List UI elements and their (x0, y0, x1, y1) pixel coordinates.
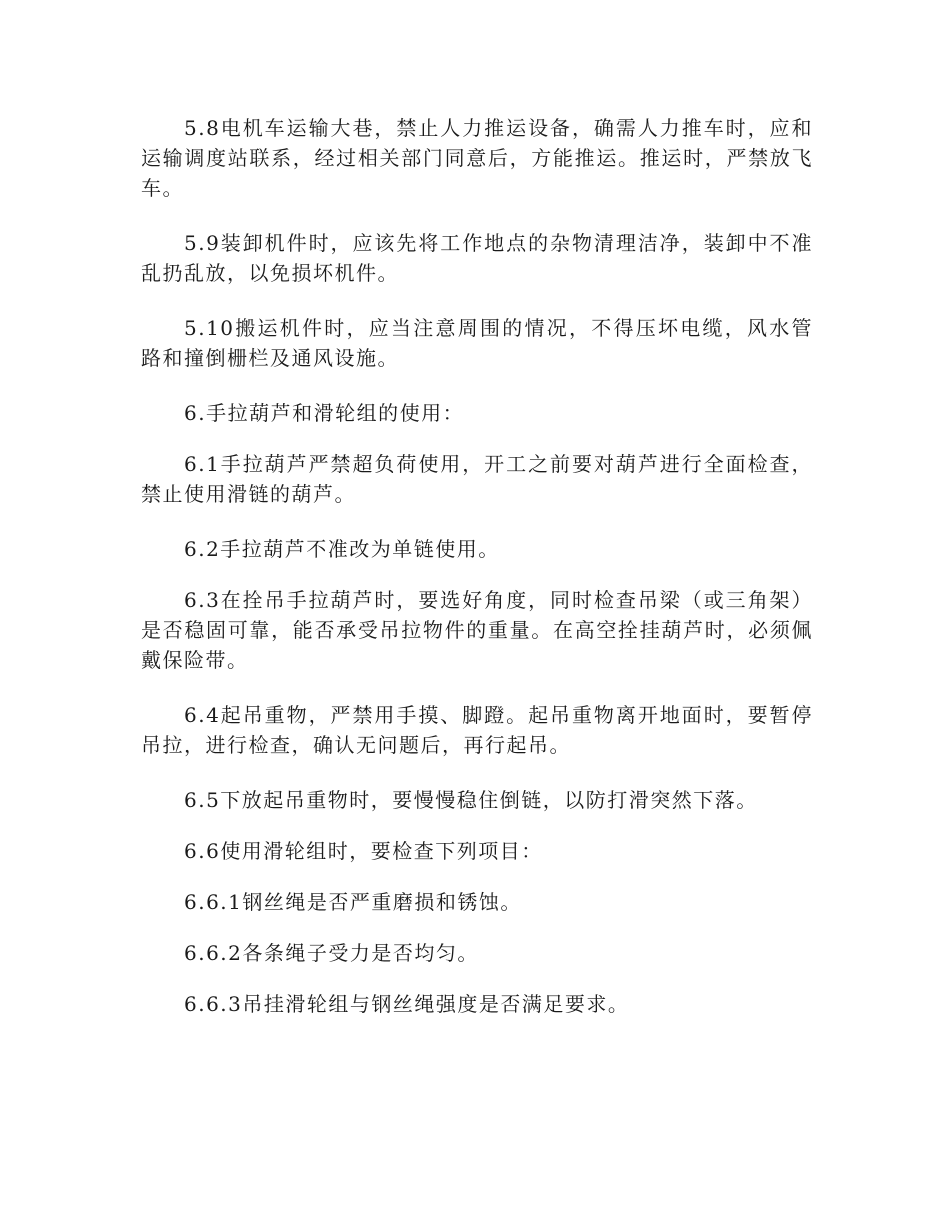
paragraph-6-6-2: 6.6.2各条绳子受力是否均匀。 (184, 941, 479, 965)
paragraph-6-6: 6.6使用滑轮组时，要检查下列项目： (184, 839, 543, 863)
document-body (141, 113, 813, 1040)
paragraph-5-8: 5.8电机车运输大巷，禁止人力推运设备，确需人力推车时，应和运输调度站联系，经过相关部门同意后，方能推运。推运时，严禁放飞车。 (141, 116, 813, 200)
paragraph-5-10: 5.10搬运机件时，应当注意周围的情况，不得压坏电缆，风水管路和撞倒栅栏及通风设施。 (141, 316, 813, 370)
section-heading-6: 6.手拉葫芦和滑轮组的使用： (184, 401, 465, 425)
paragraph-6-5: 6.5下放起吊重物时，要慢慢稳住倒链，以防打滑突然下落。 (184, 788, 758, 812)
paragraph-6-6-3: 6.6.3吊挂滑轮组与钢丝绳强度是否满足要求。 (184, 992, 630, 1016)
paragraph-5-9: 5.9装卸机件时，应该先将工作地点的杂物清理洁净，装卸中不准乱扔乱放，以免损坏机件。 (141, 231, 813, 285)
paragraph-6-6-1: 6.6.1钢丝绳是否严重磨损和锈蚀。 (184, 890, 522, 914)
paragraph-6-1: 6.1手拉葫芦严禁超负荷使用，开工之前要对葫芦进行全面检查，禁止使用滑链的葫芦。 (141, 452, 813, 506)
paragraph-6-4: 6.4起吊重物，严禁用手摸、脚蹬。起吊重物离开地面时，要暂停吊拉，进行检查，确认无问题后，再行起吊。 (141, 703, 813, 757)
paragraph-6-3: 6.3在拴吊手拉葫芦时，要选好角度，同时检查吊梁（或三角架）是否稳固可靠，能否承受吊拉物件的重量。在高空拴挂葫芦时，必须佩戴保险带。 (141, 588, 813, 672)
paragraph-6-2: 6.2手拉葫芦不准改为单链使用。 (184, 537, 500, 561)
